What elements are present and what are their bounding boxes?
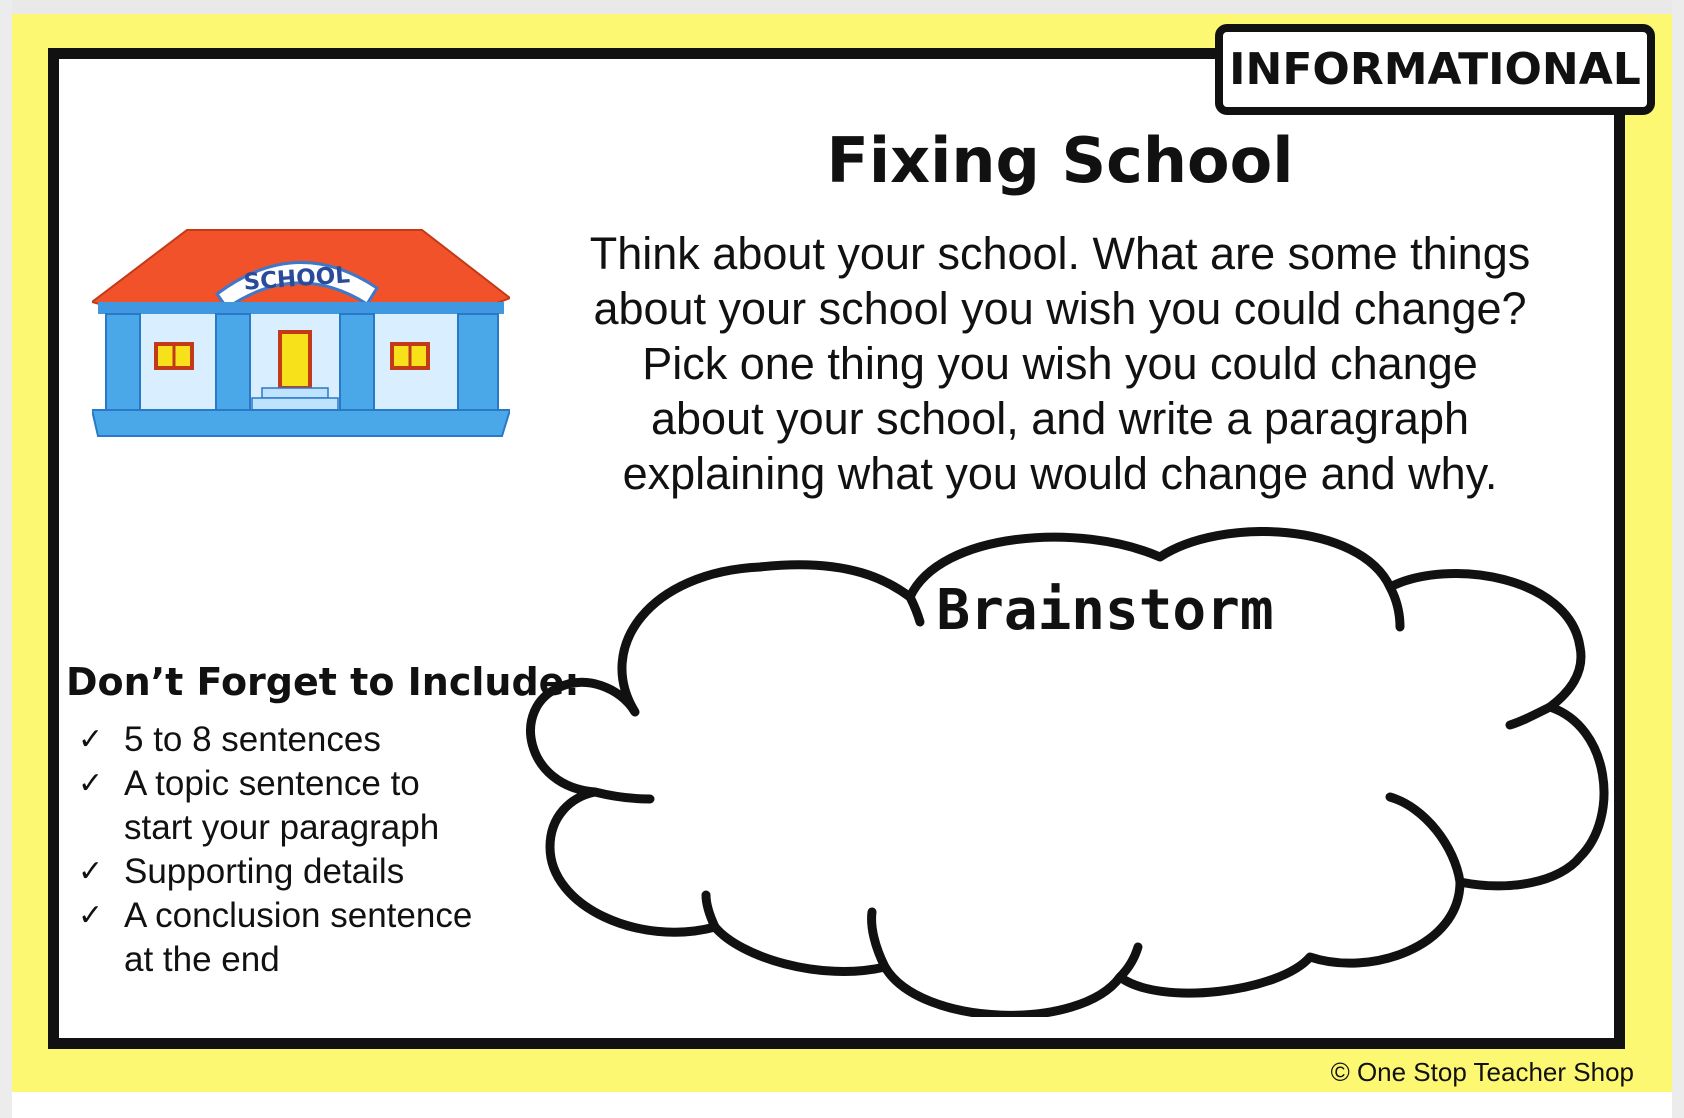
brainstorm-label: Brainstorm — [936, 578, 1274, 643]
school-steps — [252, 398, 338, 410]
cloud-inner-curve — [910, 597, 920, 622]
school-door — [280, 332, 310, 388]
checklist-item-line: at the end — [124, 940, 280, 979]
page-top-strip — [0, 0, 1684, 14]
page-left-strip — [0, 0, 12, 1118]
checklist — [78, 718, 548, 982]
school-pillar — [106, 314, 140, 414]
genre-tag — [1215, 24, 1655, 115]
school-base — [92, 410, 510, 436]
prompt-line: about your school you wish you could change? — [593, 283, 1527, 334]
writing-prompt — [500, 226, 1620, 501]
prompt-line: Think about your school. What are some things — [589, 228, 1531, 279]
page-title: Fixing School — [826, 124, 1294, 197]
checklist-item-line: start your paragraph — [124, 808, 440, 847]
check-icon: ✓ — [78, 767, 104, 800]
cloud-inner-curve — [872, 912, 885, 967]
prompt-line: about your school, and write a paragraph — [650, 393, 1470, 444]
genre-tag-label: INFORMATIONAL — [1229, 44, 1641, 95]
check-icon: ✓ — [78, 899, 104, 932]
cloud-inner-curve — [706, 895, 715, 927]
school-sign-text: SCHOOL — [242, 262, 351, 296]
checklist-item — [78, 894, 548, 982]
checklist-item-line: A topic sentence to — [124, 764, 420, 803]
prompt-line: explaining what you would change and why. — [622, 448, 1498, 499]
checklist-title: Don’t Forget to Include: — [66, 660, 580, 704]
school-pillar — [216, 314, 250, 414]
checklist-item-text: 5 to 8 sentences — [124, 720, 381, 759]
school-building-illustration — [92, 222, 510, 450]
cloud-inner-curve — [1510, 707, 1550, 725]
checklist-item — [78, 762, 548, 850]
cloud-inner-curve — [1120, 947, 1138, 977]
copyright-text: © One Stop Teacher Shop — [1330, 1057, 1634, 1087]
checklist-item-text: Supporting details — [124, 852, 405, 891]
roof-trim — [98, 302, 504, 314]
check-icon: ✓ — [78, 723, 104, 756]
cloud-inner-curve — [595, 792, 650, 799]
school-pillar — [340, 314, 374, 414]
school-pillar — [458, 314, 498, 414]
cloud-inner-curve — [1390, 587, 1400, 627]
page-right-strip — [1672, 0, 1684, 1118]
cloud-inner-curve — [1390, 797, 1460, 882]
prompt-line: Pick one thing you wish you could change — [642, 338, 1478, 389]
checklist-item-text — [124, 762, 439, 850]
checklist-item — [78, 718, 548, 762]
school-steps — [262, 388, 328, 398]
checklist-item — [78, 850, 548, 894]
checklist-item-text — [124, 894, 472, 982]
check-icon: ✓ — [78, 855, 104, 888]
checklist-item-line: A conclusion sentence — [124, 896, 473, 935]
